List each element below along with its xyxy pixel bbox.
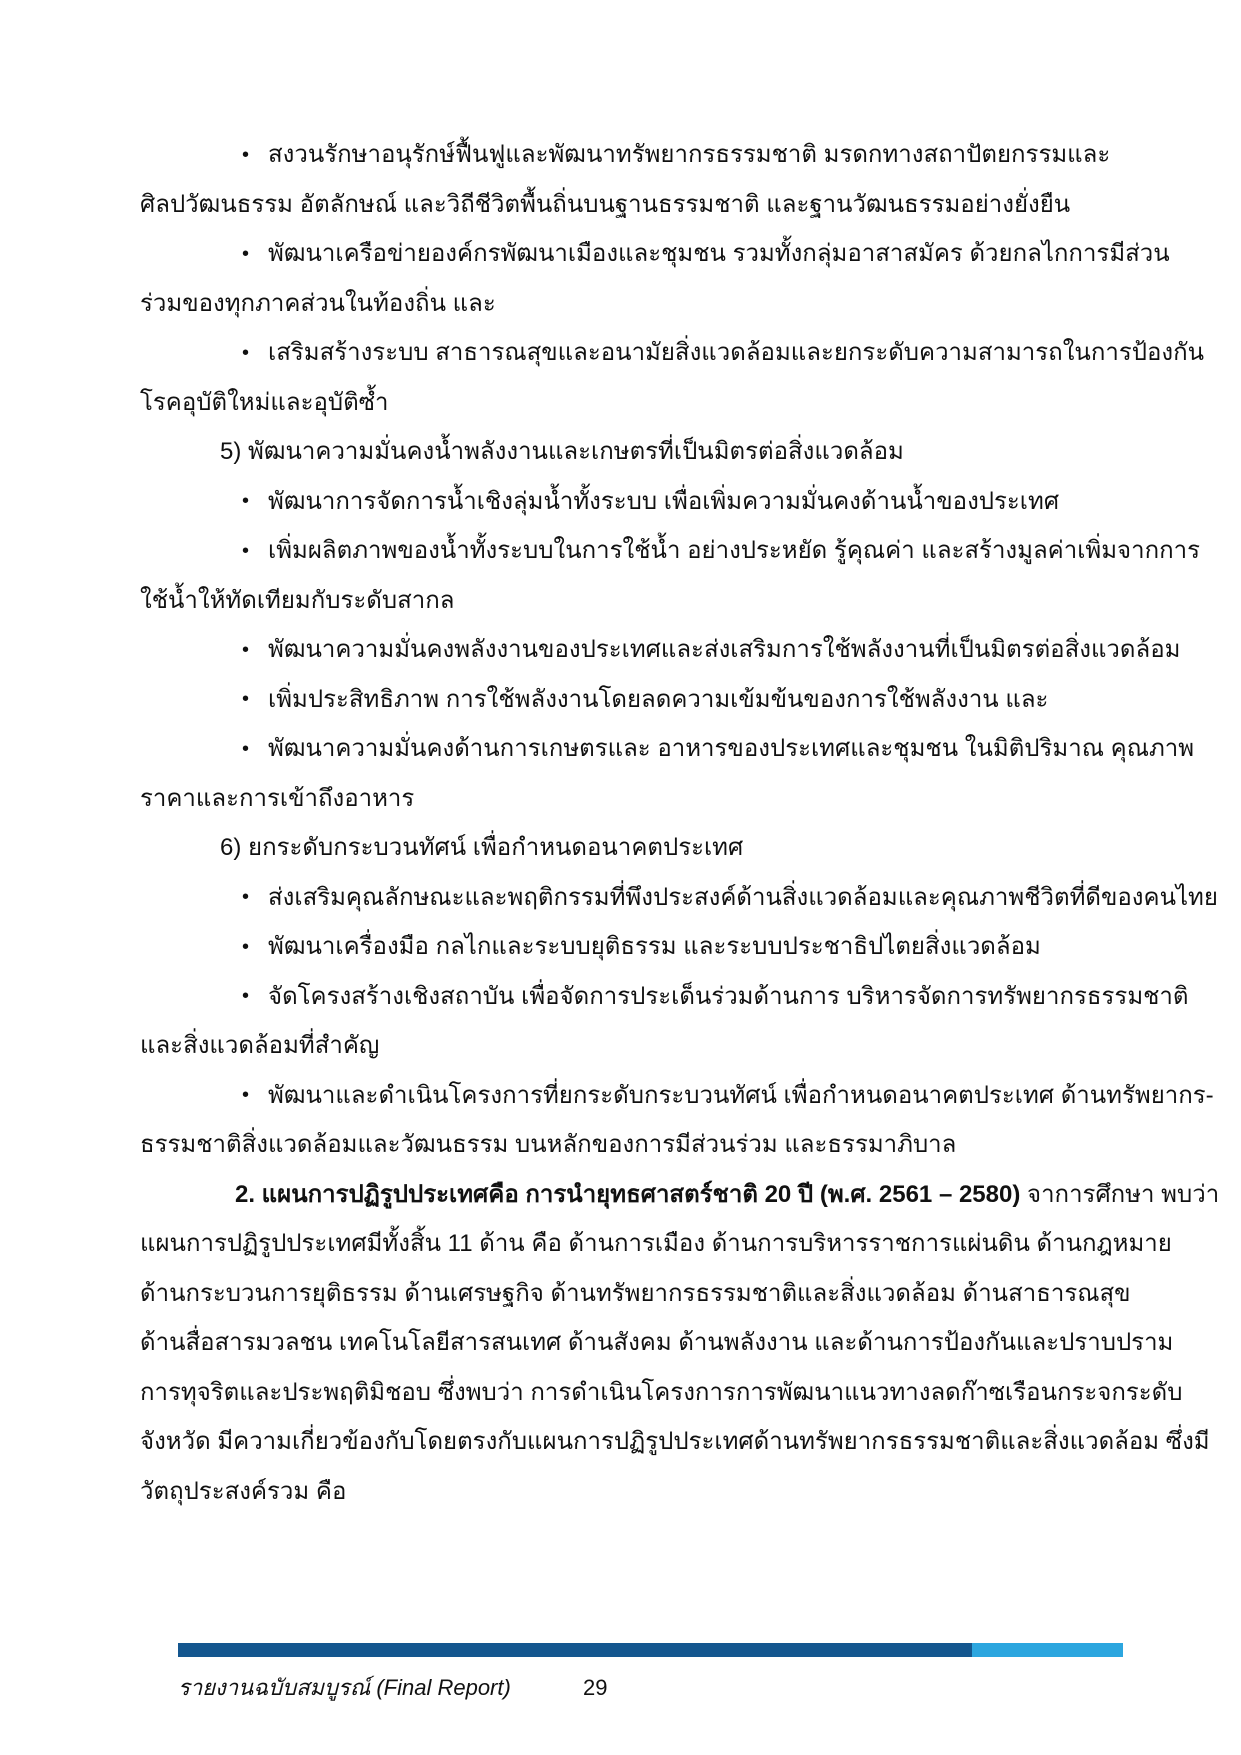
body-line: [140, 1021, 1125, 1071]
paragraph-heading-bold: 2. แผนการปฏิรูปประเทศคือ การนำยุทธศาสตร์ชาติ 20 ปี (พ.ศ. 2561 – 2580): [235, 1180, 1021, 1208]
bullet-icon: •: [242, 341, 250, 364]
body-line: [140, 526, 1201, 576]
bullet-icon: •: [242, 688, 250, 711]
bullet-icon: •: [242, 935, 250, 958]
bullet-icon: •: [242, 490, 250, 513]
body-line-text: ธรรมชาติสิ่งแวดล้อมและวัฒนธรรม บนหลักของการมีส่วนร่วม และธรรมาภิบาล: [140, 1131, 957, 1158]
body-line-text: จังหวัด มีความเกี่ยวข้องกับโดยตรงกับแผนการปฏิรูปประเทศด้านทรัพยากรธรรมชาติและสิ่งแวดล้อม ซึ่งมี: [140, 1428, 1210, 1455]
body-line-text: พัฒนาเครือข่ายองค์กรพัฒนาเมืองและชุมชน รวมทั้งกลุ่มอาสาสมัคร ด้วยกลไกการมีส่วน: [268, 240, 1170, 267]
body-line: [140, 576, 1125, 626]
body-line-text: พัฒนาความมั่นคงด้านการเกษตรและ อาหารของประเทศและชุมชน ในมิติปริมาณ คุณภาพ: [268, 735, 1195, 762]
body-line: [140, 922, 1125, 972]
page-footer: [178, 1668, 1123, 1708]
body-line: [140, 427, 1125, 477]
body-line: [140, 774, 1125, 824]
bullet-icon: •: [242, 886, 250, 909]
body-line-text: วัตถุประสงค์รวม คือ: [140, 1477, 347, 1505]
footer-bar-dark-segment: [178, 1643, 972, 1657]
body-line-text: พัฒนาความมั่นคงพลังงานของประเทศและส่งเสริมการใช้พลังงานที่เป็นมิตรต่อสิ่งแวดล้อม: [268, 636, 1181, 663]
body-line: [140, 1368, 1183, 1418]
body-line: [140, 1417, 1210, 1467]
body-line-text: แผนการปฏิรูปประเทศมีทั้งสิ้น 11 ด้าน คือ ด้านการเมือง ด้านการบริหารราชการแผ่นดิน ด้านกฎหมาย: [140, 1230, 1172, 1257]
body-line: [140, 1170, 1220, 1220]
body-line: [140, 1219, 1172, 1269]
body-line-text: พัฒนาการจัดการน้ำเชิงลุ่มน้ำทั้งระบบ เพื่อเพิ่มความมั่นคงด้านน้ำของประเทศ: [268, 487, 1060, 515]
body-line-text: ด้านกระบวนการยุติธรรม ด้านเศรษฐกิจ ด้านทรัพยากรธรรมชาติและสิ่งแวดล้อม ด้านสาธารณสุข: [140, 1279, 1131, 1307]
body-line-text: 6) ยกระดับกระบวนทัศน์ เพื่อกำหนดอนาคตประเทศ: [220, 834, 744, 861]
body-line-text: ราคาและการเข้าถึงอาหาร: [140, 784, 415, 812]
body-line-text: พัฒนาเครื่องมือ กลไกและระบบยุติธรรม และระบบประชาธิปไตยสิ่งแวดล้อม: [268, 933, 1041, 960]
body-line: [140, 873, 1218, 923]
body-line: [140, 1120, 1125, 1170]
body-line-text: เสริมสร้างระบบ สาธารณสุขและอนามัยสิ่งแวดล้อมและยกระดับความสามารถในการป้องกัน: [268, 339, 1205, 366]
body-line-text: และสิ่งแวดล้อมที่สำคัญ: [140, 1032, 380, 1059]
body-line: [140, 1318, 1174, 1368]
body-line: [140, 279, 1125, 329]
body-line-text: 5) พัฒนาความมั่นคงน้ำพลังงานและเกษตรที่เป็นมิตรต่อสิ่งแวดล้อม: [220, 438, 904, 465]
body-line: [140, 724, 1195, 774]
body-line-text: ใช้น้ำให้ทัดเทียมกับระดับสากล: [140, 586, 455, 614]
body-line: [140, 823, 1125, 873]
bullet-icon: •: [242, 985, 250, 1008]
body-line: [140, 378, 1125, 428]
body-line-text: ศิลปวัฒนธรรม อัตลักษณ์ และวิถีชีวิตพื้นถิ่นบนฐานธรรมชาติ และฐานวัฒนธรรมอย่างยั่งยืน: [140, 190, 1071, 218]
document-body: [140, 130, 1220, 1516]
body-line: [140, 180, 1125, 230]
body-line-text: สงวนรักษาอนุรักษ์ฟื้นฟูและพัฒนาทรัพยากรธรรมชาติ มรดกทางสถาปัตยกรรมและ: [268, 141, 1111, 168]
body-line-text: จัดโครงสร้างเชิงสถาบัน เพื่อจัดการประเด็นร่วมด้านการ บริหารจัดการทรัพยากรธรรมชาติ: [268, 982, 1189, 1010]
bullet-icon: •: [242, 638, 250, 661]
footer-page-number: 29: [583, 1675, 608, 1700]
body-line: [140, 1467, 1125, 1517]
bullet-icon: •: [242, 1084, 250, 1107]
body-line-text: การทุจริตและประพฤติมิชอบ ซึ่งพบว่า การดำเนินโครงการการพัฒนาแนวทางลดก๊าซเรือนกระจกระดับ: [140, 1378, 1183, 1406]
footer-divider-bar: [178, 1643, 1123, 1657]
body-line-text: เพิ่มประสิทธิภาพ การใช้พลังงานโดยลดความเข้มข้นของการใช้พลังงาน และ: [268, 685, 1049, 713]
body-line: [140, 477, 1125, 527]
body-line: [140, 625, 1181, 675]
body-line: [140, 675, 1125, 725]
body-line: [140, 130, 1125, 180]
bullet-icon: •: [242, 737, 250, 760]
body-line-text: ส่งเสริมคุณลักษณะและพฤติกรรมที่พึงประสงค์ด้านสิ่งแวดล้อมและคุณภาพชีวิตที่ดีของคนไทย: [268, 883, 1218, 911]
body-line: [140, 1071, 1214, 1121]
body-line-text: พัฒนาและดำเนินโครงการที่ยกระดับกระบวนทัศน์ เพื่อกำหนดอนาคตประเทศ ด้านทรัพยากร-: [268, 1081, 1214, 1109]
body-line-text: โรคอุบัติใหม่และอุบัติซ้ำ: [140, 388, 389, 416]
body-line: [140, 328, 1205, 378]
footer-bar-light-segment: [972, 1643, 1123, 1657]
body-line: [140, 972, 1189, 1022]
body-line-text: จาการศึกษา พบว่า: [1020, 1180, 1220, 1208]
body-line-text: ร่วมของทุกภาคส่วนในท้องถิ่น และ: [140, 289, 496, 317]
footer-report-label: รายงานฉบับสมบูรณ์ (Final Report): [178, 1675, 511, 1700]
body-line: [140, 229, 1170, 279]
body-line-text: ด้านสื่อสารมวลชน เทคโนโลยีสารสนเทศ ด้านสังคม ด้านพลังงาน และด้านการป้องกันและปราบปราม: [140, 1329, 1174, 1356]
bullet-icon: •: [242, 539, 250, 562]
body-line: [140, 1269, 1131, 1319]
body-line-text: เพิ่มผลิตภาพของน้ำทั้งระบบในการใช้น้ำ อย่างประหยัด รู้คุณค่า และสร้างมูลค่าเพิ่มจากการ: [268, 537, 1201, 564]
bullet-icon: •: [242, 242, 250, 265]
bullet-icon: •: [242, 143, 250, 166]
